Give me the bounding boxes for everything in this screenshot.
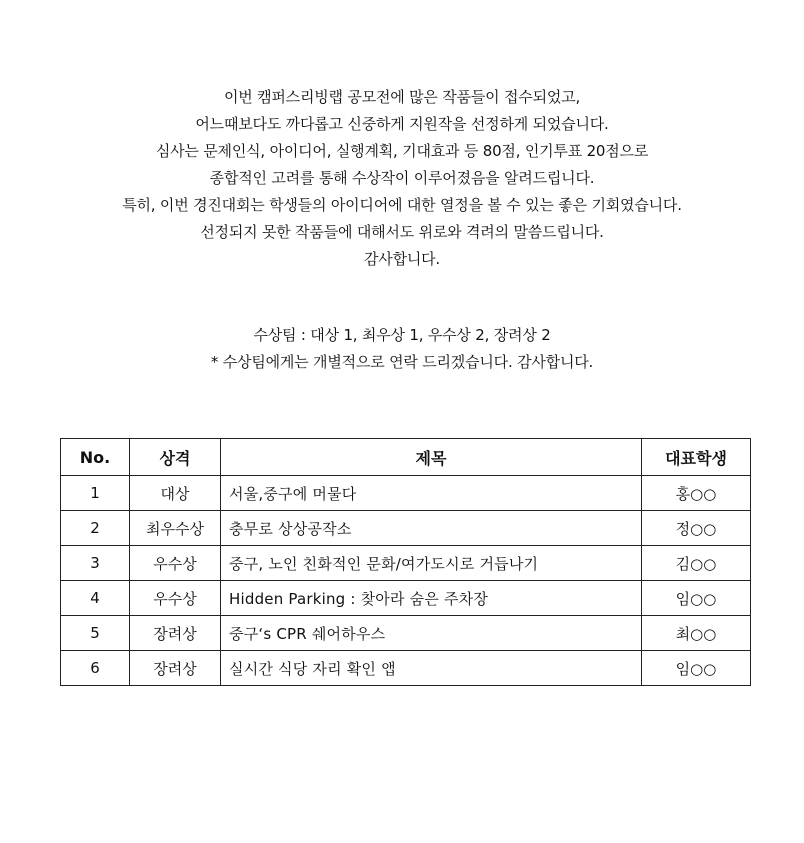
cell-grade: 우수상 bbox=[130, 581, 221, 616]
cell-no: 5 bbox=[61, 616, 130, 651]
cell-representative: 최○○ bbox=[642, 616, 751, 651]
intro-line: 어느때보다도 까다롭고 신중하게 지원작을 선정하게 되었습니다. bbox=[195, 115, 609, 133]
table-row bbox=[61, 616, 751, 651]
cell-no: 4 bbox=[61, 581, 130, 616]
cell-title: 중구‘s CPR 쉐어하우스 bbox=[221, 616, 642, 651]
intro-line: 특히, 이번 경진대회는 학생들의 아이디어에 대한 열정을 볼 수 있는 좋은 기회였습니다. bbox=[122, 196, 682, 214]
intro-line: 심사는 문제인식, 아이디어, 실행계획, 기대효과 등 80점, 인기투표 20점으로 bbox=[155, 142, 649, 160]
cell-title: 중구, 노인 친화적인 문화/여가도시로 거듭나기 bbox=[221, 546, 642, 581]
column-header-representative: 대표학생 bbox=[642, 439, 751, 476]
cell-grade: 우수상 bbox=[130, 546, 221, 581]
results-table bbox=[60, 438, 751, 686]
cell-no: 2 bbox=[61, 511, 130, 546]
cell-grade: 대상 bbox=[130, 476, 221, 511]
table-row bbox=[61, 476, 751, 511]
cell-title: 충무로 상상공작소 bbox=[221, 511, 642, 546]
cell-title: 서울,중구에 머물다 bbox=[221, 476, 642, 511]
table-row bbox=[61, 651, 751, 686]
cell-representative: 정○○ bbox=[642, 511, 751, 546]
cell-grade: 장려상 bbox=[130, 651, 221, 686]
table-row bbox=[61, 511, 751, 546]
cell-grade: 최우수상 bbox=[130, 511, 221, 546]
awards-summary bbox=[0, 322, 804, 376]
cell-no: 3 bbox=[61, 546, 130, 581]
intro-line: 이번 캠퍼스리빙랩 공모전에 많은 작품들이 접수되었고, bbox=[223, 88, 581, 106]
intro-line: 선정되지 못한 작품들에 대해서도 위로와 격려의 말씀드립니다. bbox=[200, 223, 604, 241]
column-header-grade: 상격 bbox=[130, 439, 221, 476]
cell-title: Hidden Parking : 찾아라 숨은 주차장 bbox=[221, 581, 642, 616]
cell-representative: 임○○ bbox=[642, 651, 751, 686]
column-header-no: No. bbox=[61, 439, 130, 476]
cell-representative: 김○○ bbox=[642, 546, 751, 581]
intro-paragraph bbox=[0, 84, 804, 273]
cell-representative: 임○○ bbox=[642, 581, 751, 616]
column-header-title: 제목 bbox=[221, 439, 642, 476]
cell-no: 1 bbox=[61, 476, 130, 511]
cell-grade: 장려상 bbox=[130, 616, 221, 651]
cell-representative: 홍○○ bbox=[642, 476, 751, 511]
cell-title: 실시간 식당 자리 확인 앱 bbox=[221, 651, 642, 686]
awards-contact-note: * 수상팀에게는 개별적으로 연락 드리겠습니다. 감사합니다. bbox=[210, 353, 594, 371]
awards-summary-line: 수상팀 : 대상 1, 최우상 1, 우수상 2, 장려상 2 bbox=[253, 326, 551, 344]
table-header-row bbox=[61, 439, 751, 476]
cell-no: 6 bbox=[61, 651, 130, 686]
intro-line: 종합적인 고려를 통해 수상작이 이루어졌음을 알려드립니다. bbox=[209, 169, 595, 187]
table-row bbox=[61, 546, 751, 581]
intro-line: 감사합니다. bbox=[363, 250, 441, 268]
table-row bbox=[61, 581, 751, 616]
